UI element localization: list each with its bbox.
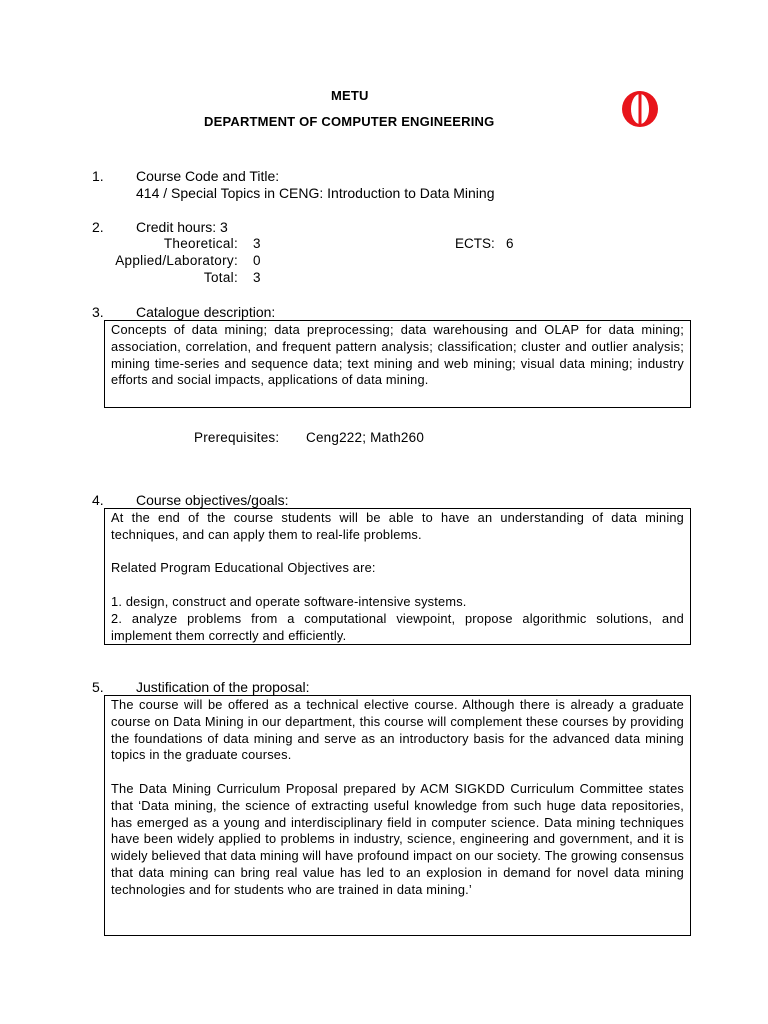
department-title: DEPARTMENT OF COMPUTER ENGINEERING <box>204 114 495 129</box>
metu-logo-icon <box>620 90 662 128</box>
total-label: Total: <box>203 270 238 285</box>
total-value: 3 <box>253 270 261 285</box>
peo-item-1: 1. design, construct and operate software-intensive systems. <box>111 593 467 609</box>
objectives-paragraph: At the end of the course students will be able to have an understanding of data mining techniques, and can apply them to real-life problems. <box>111 510 684 542</box>
prerequisites-label: Prerequisites: <box>194 430 280 445</box>
section-1-number: 1. <box>92 168 104 184</box>
section-2-number: 2. <box>92 219 104 235</box>
theoretical-label: Theoretical: <box>163 236 238 251</box>
section-1-heading: Course Code and Title: <box>136 168 280 184</box>
lab-label: Applied/Laboratory: <box>115 253 238 268</box>
prerequisites-value: Ceng222; Math260 <box>306 430 425 445</box>
metu-logo <box>620 90 662 128</box>
section-3-heading: Catalogue description: <box>136 304 276 320</box>
justification-box <box>104 695 691 936</box>
peo-item-2: 2. analyze problems from a computational viewpoint, propose algorithmic solutions, and implement them correctly and efficiently. <box>111 610 684 643</box>
lab-value: 0 <box>253 253 261 268</box>
catalogue-description-text: Concepts of data mining; data preprocessing; data warehousing and OLAP for data mining; association, correlation, and frequent pattern analysis; classification; cluster and outlier analysis; mining time-series and sequence data; text mining and web mining; visual data mining; industry efforts and social impacts, applications of data mining. <box>111 322 684 388</box>
peo-heading: Related Program Educational Objectives are: <box>111 560 376 576</box>
section-4-number: 4. <box>92 492 104 508</box>
theoretical-value: 3 <box>253 236 261 251</box>
ects-value: 6 <box>506 236 514 251</box>
catalogue-description-box <box>104 320 691 408</box>
course-code-title: 414 / Special Topics in CENG: Introduction to Data Mining <box>136 185 495 201</box>
section-3-number: 3. <box>92 304 104 320</box>
justification-paragraph-2: The Data Mining Curriculum Proposal prepared by ACM SIGKDD Curriculum Committee states that ‘Data mining, the science of extracting useful knowledge from such huge data repositories, has emerged as a young and interdisciplinary field in computer science. Data mining techniques have been widely applied to problems in industry, science, engineering and government, and it is widely believed that data mining will have profound impact on our society. The growing consensus that data mining can bring real value has led to an explosion in demand for novel data mining technologies and for students who are trained in data mining.’ <box>111 780 684 897</box>
section-2-heading: Credit hours: 3 <box>136 219 228 235</box>
ects-label: ECTS: <box>455 236 495 251</box>
institution-title: METU <box>331 88 369 103</box>
objectives-box <box>104 508 691 645</box>
justification-paragraph-1: The course will be offered as a technical elective course. Although there is already a graduate course on Data Mining in our department, this course will complement these courses by providing the foundations of data mining and serve as an introductory basis for the advanced data mining topics in the graduate courses. <box>111 697 684 763</box>
section-4-heading: Course objectives/goals: <box>136 492 289 508</box>
section-5-heading: Justification of the proposal: <box>136 679 310 695</box>
section-5-number: 5. <box>92 679 104 695</box>
